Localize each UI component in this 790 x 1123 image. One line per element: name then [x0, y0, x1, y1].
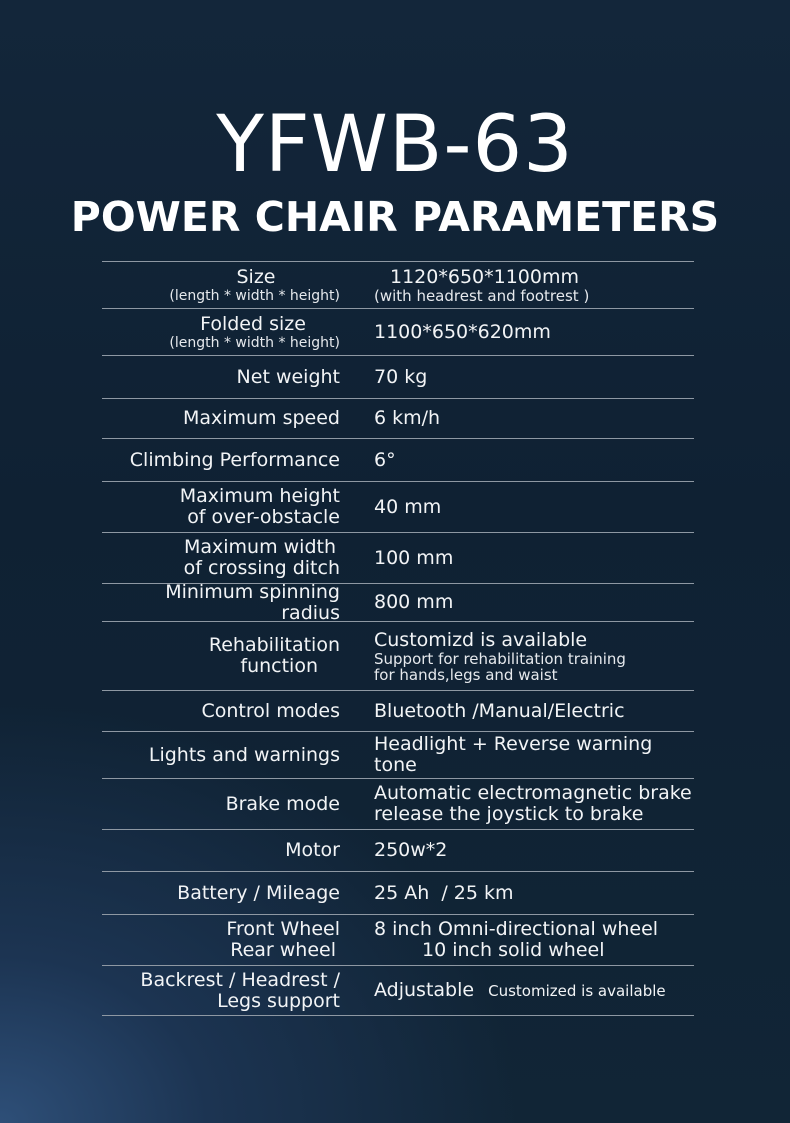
- row-label-sub: (length * width * height): [169, 334, 340, 351]
- row-label: Folded size: [200, 312, 306, 335]
- row-label: Backrest / Headrest /: [140, 968, 340, 991]
- row-label: Maximum width: [183, 536, 336, 558]
- table-row-size: [102, 262, 694, 309]
- row-label: Rehabilitation: [208, 634, 340, 656]
- row-label-2: Rear wheel: [230, 939, 336, 961]
- row-value: 40 mm: [374, 495, 442, 518]
- table-row-folded-size: [102, 309, 694, 356]
- row-value-2: 10 inch solid wheel: [422, 939, 605, 961]
- table-row-lights-and-warnings: [102, 732, 694, 779]
- row-label: Motor: [285, 839, 340, 861]
- row-value: Bluetooth /Manual/Electric: [374, 699, 625, 722]
- row-value: 25 Ah / 25 km: [374, 881, 514, 904]
- table-row-climbing-performance: [102, 439, 694, 482]
- table-row-maximum-width: [102, 533, 694, 584]
- table-row-wheels: [102, 915, 694, 966]
- table-row-maximum-speed: [102, 399, 694, 439]
- row-label-2: Legs support: [217, 989, 340, 1012]
- table-row-rehabilitation-function: [102, 622, 694, 691]
- row-value: Headlight + Reverse warning tone: [374, 733, 653, 776]
- table-row-maximum-height: [102, 482, 694, 533]
- parameters-table: [102, 261, 694, 1016]
- row-value: 8 inch Omni-directional wheel: [374, 918, 659, 940]
- table-row-adjustments: [102, 966, 694, 1016]
- row-value: Customizd is available: [374, 628, 588, 651]
- row-label-2: of over-obstacle: [187, 506, 340, 528]
- row-label: Maximum speed: [182, 407, 340, 429]
- row-label: Net weight: [236, 365, 340, 388]
- table-row-motor: [102, 830, 694, 872]
- row-label: Brake mode: [225, 792, 340, 815]
- row-value-sub: (with headrest and footrest ): [374, 286, 590, 305]
- row-value-sub-2: for hands,legs and waist: [374, 665, 558, 684]
- row-label-sub: (length * width * height): [169, 287, 340, 304]
- table-row-minimum-spinning-radius: [102, 580, 694, 624]
- row-label: Battery / Mileage: [177, 881, 340, 904]
- row-value: Automatic electromagnetic brake: [374, 782, 692, 804]
- table-row-battery-mileage: [102, 872, 694, 915]
- row-value: 6°: [374, 448, 396, 471]
- model-title: YFWB-63: [216, 100, 574, 190]
- row-value: 70 kg: [374, 365, 428, 388]
- table-row-control-modes: [102, 691, 694, 732]
- page-subtitle: POWER CHAIR PARAMETERS: [70, 193, 720, 241]
- row-label: Minimum spinning radius: [165, 580, 340, 624]
- row-value: 100 mm: [374, 546, 454, 569]
- row-value-note: Customized is available: [488, 981, 666, 1000]
- row-value: Adjustable: [374, 978, 475, 1001]
- row-label: Climbing Performance: [129, 448, 340, 471]
- row-value: 1100*650*620mm: [374, 320, 551, 343]
- row-value: 1120*650*1100mm: [390, 265, 579, 288]
- row-value: 6 km/h: [374, 407, 441, 429]
- row-value-2: release the joystick to brake: [374, 803, 644, 825]
- row-value-sub: Support for rehabilitation training: [374, 649, 626, 668]
- row-label: Maximum height: [179, 485, 340, 507]
- table-row-net-weight: [102, 356, 694, 399]
- row-label-2: function: [240, 655, 318, 677]
- row-label: Lights and warnings: [148, 743, 340, 766]
- row-value: 250w*2: [374, 839, 448, 861]
- table-row-brake-mode: [102, 779, 694, 830]
- row-label: Front Wheel: [226, 918, 340, 940]
- row-label: Size: [236, 265, 276, 288]
- row-value: 800 mm: [374, 591, 454, 613]
- row-label: Control modes: [201, 699, 340, 722]
- row-label-2: of crossing ditch: [183, 557, 340, 579]
